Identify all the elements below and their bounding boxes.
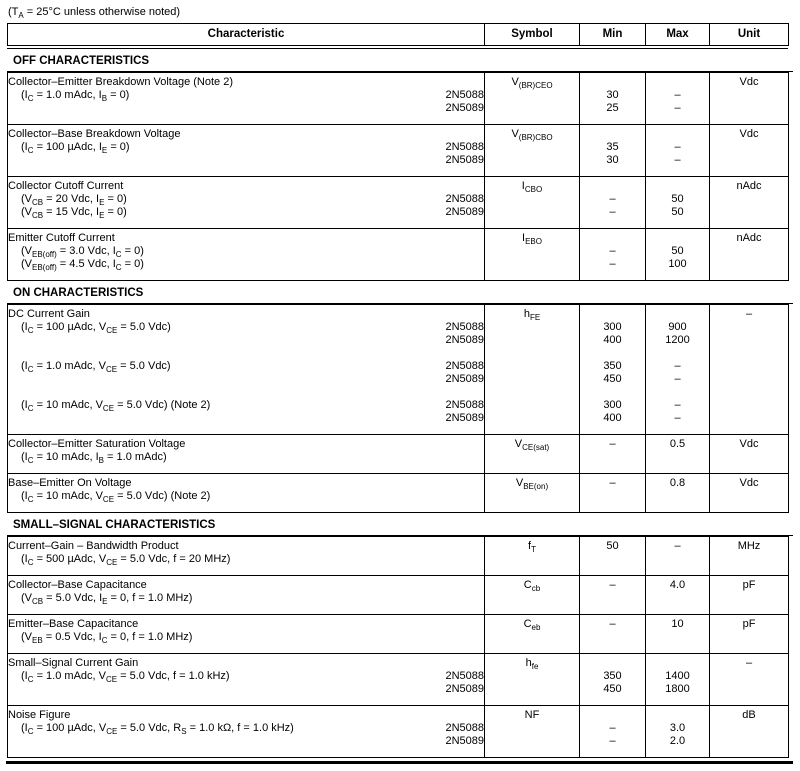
column-header-max: Max [646,24,710,46]
condition-line [8,592,484,605]
unit-cell [710,229,789,281]
max-value [646,709,709,722]
device-label: 2N5088 [445,360,484,372]
max-cell [646,305,710,435]
section-heading: ON CHARACTERISTICS [7,281,793,304]
spec-table-section [7,304,789,513]
max-value: 50 [671,193,684,205]
min-value: 300 [603,399,622,411]
spec-sections [0,49,800,758]
condition-text [8,347,24,360]
unit-cell [710,576,789,615]
unit-text: Vdc [739,477,759,489]
condition-line [8,206,484,219]
condition-text [8,102,24,115]
device-label: 2N5088 [445,670,484,682]
condition-text: ($I_C = 10$ mAdc, $V_{CE} = 5.0$ Vdc) (Note 2) [21,399,211,413]
condition-line [8,399,484,412]
min-value: – [609,258,616,270]
condition-line [8,102,484,115]
symbol-text: $V_{CE(sat)}$ [514,438,550,452]
symbol-cell [485,229,580,281]
max-value: 100 [668,258,687,270]
max-value [646,490,709,503]
section-heading: OFF CHARACTERISTICS [7,49,793,72]
characteristic-cell [8,177,485,229]
spec-row [8,576,789,615]
condition-line [8,451,484,464]
section-heading: SMALL–SIGNAL CHARACTERISTICS [7,513,793,536]
spec-row [8,125,789,177]
max-cell [646,706,710,758]
spec-table-section [7,536,789,758]
characteristic-name: Collector Cutoff Current [8,180,124,192]
max-value: 4.0 [669,579,686,591]
min-value: – [609,735,616,747]
characteristic-cell [8,654,485,706]
max-value: 0.8 [669,477,686,489]
max-value [646,347,709,360]
symbol-text: $I_{CBO}$ [521,180,543,194]
characteristic-cell [8,73,485,125]
min-cell [580,615,646,654]
condition-line [8,553,484,566]
condition-line [8,735,484,748]
characteristic-cell [8,576,485,615]
min-value: – [609,722,616,734]
condition-text [8,735,24,748]
condition-text: ($I_C = 100$ µAdc, $V_{CE} = 5.0$ Vdc, $R_S = 1.0$ kΩ, f = 1.0 kHz) [21,722,294,736]
symbol-cell [485,474,580,513]
min-cell [580,229,646,281]
unit-cell [710,474,789,513]
symbol-text: $h_{fe}$ [525,657,539,671]
condition-line [8,670,484,683]
condition-text: ($I_C = 10$ mAdc, $I_B = 1.0$ mAdc) [21,451,167,465]
max-value [646,631,709,644]
max-value [646,180,709,193]
min-cell [580,537,646,576]
spec-row [8,615,789,654]
header-row [8,24,789,46]
max-value [646,386,709,399]
symbol-text: $f_T$ [528,540,536,554]
characteristic-name: Noise Figure [8,709,71,721]
unit-text: Vdc [739,76,759,88]
condition-line [8,334,484,347]
min-value: 450 [603,683,622,695]
condition-text [8,683,24,696]
min-value [580,232,645,245]
device-label: 2N5088 [445,141,484,153]
max-value: 900 [668,321,687,333]
characteristic-cell [8,615,485,654]
max-cell [646,125,710,177]
condition-line [8,386,484,399]
max-value: 1800 [665,683,690,695]
characteristic-name: Emitter Cutoff Current [8,232,115,244]
max-cell [646,229,710,281]
condition-text: ($V_{EB(off)} = 3.0$ Vdc, $I_C = 0$) [21,245,144,259]
device-label: 2N5089 [445,102,484,114]
device-label: 2N5089 [445,735,484,747]
symbol-cell [485,706,580,758]
max-value [646,76,709,89]
min-value: 30 [606,154,619,166]
condition-text [8,334,24,347]
min-value [580,709,645,722]
condition-text: ($I_C = 1.0$ mAdc, $I_B = 0$) [21,89,130,103]
symbol-cell [485,435,580,474]
min-value [580,308,645,321]
min-value [580,451,645,464]
max-cell [646,177,710,229]
spec-row [8,474,789,513]
symbol-text: $V_{(BR)CEO}$ [511,76,553,90]
max-value: 0.5 [669,438,686,450]
characteristic-cell [8,305,485,435]
symbol-cell [485,615,580,654]
max-value: – [674,141,681,153]
min-value [580,631,645,644]
unit-text: Vdc [739,438,759,450]
condition-text: ($I_C = 100$ µAdc, $I_E = 0$) [21,141,130,155]
characteristic-name: Small–Signal Current Gain [8,657,139,669]
condition-line [8,321,484,334]
spec-row [8,229,789,281]
condition-line [8,245,484,258]
symbol-text: NF [524,709,540,721]
characteristic-cell [8,537,485,576]
unit-cell [710,654,789,706]
condition-text: ($I_C = 100$ µAdc, $V_{CE} = 5.0$ Vdc) [21,321,171,335]
max-cell [646,435,710,474]
max-cell [646,474,710,513]
unit-cell [710,615,789,654]
symbol-text: $C_{eb}$ [523,618,541,632]
min-value [580,76,645,89]
condition-line [8,89,484,102]
min-cell [580,706,646,758]
max-value: 1400 [665,670,690,682]
max-value [646,128,709,141]
device-label: 2N5089 [445,412,484,424]
characteristic-name: Base–Emitter On Voltage [8,477,132,489]
device-label: 2N5088 [445,89,484,101]
condition-line [8,631,484,644]
max-value [646,232,709,245]
max-value: – [674,89,681,101]
characteristic-name: Collector–Emitter Saturation Voltage [8,438,186,450]
max-value: – [674,360,681,372]
max-cell [646,73,710,125]
device-label: 2N5089 [445,154,484,166]
spec-row [8,706,789,758]
condition-line [8,154,484,167]
unit-cell [710,435,789,474]
max-value: 2.0 [669,735,686,747]
characteristic-cell [8,125,485,177]
max-cell [646,654,710,706]
condition-text: ($V_{EB} = 0.5$ Vdc, $I_C = 0$, f = 1.0 MHz) [21,631,193,645]
min-value: – [609,193,616,205]
min-value: – [609,477,616,489]
max-value: 3.0 [669,722,686,734]
min-cell [580,435,646,474]
min-cell [580,474,646,513]
max-value [646,592,709,605]
condition-text: ($I_C = 500$ µAdc, $V_{CE} = 5.0$ Vdc, f = 20 MHz) [21,553,231,567]
min-value: 400 [603,334,622,346]
unit-text: nAdc [736,180,762,192]
max-value [646,308,709,321]
bottom-rule [6,761,793,764]
unit-text: nAdc [736,232,762,244]
condition-line [8,193,484,206]
min-value: 400 [603,412,622,424]
unit-text: – [745,657,753,669]
characteristic-name: Collector–Emitter Breakdown Voltage (Note 2) [8,76,233,88]
min-cell [580,177,646,229]
condition-text: ($I_C = 10$ mAdc, $V_{CE} = 5.0$ Vdc) (Note 2) [21,490,211,504]
min-value: 450 [603,373,622,385]
max-value [646,553,709,566]
characteristic-name: DC Current Gain [8,308,90,320]
unit-text: MHz [737,540,761,552]
max-value: – [674,540,681,552]
min-value [580,490,645,503]
unit-cell [710,305,789,435]
symbol-cell [485,73,580,125]
max-value: 1200 [665,334,690,346]
min-value [580,592,645,605]
condition-line [8,347,484,360]
condition-text [8,154,24,167]
unit-text: pF [742,579,756,591]
min-value: – [609,245,616,257]
max-value [646,451,709,464]
unit-text: pF [742,618,756,630]
spec-row [8,177,789,229]
device-label: 2N5089 [445,334,484,346]
max-value [646,657,709,670]
condition-text [8,373,24,386]
spec-row [8,435,789,474]
unit-text: dB [742,709,756,721]
unit-text: – [745,308,753,320]
characteristic-name: Emitter–Base Capacitance [8,618,139,630]
device-label: 2N5089 [445,206,484,218]
device-label: 2N5088 [445,193,484,205]
min-value [580,386,645,399]
condition-text [8,412,24,425]
characteristic-name: Current–Gain – Bandwidth Product [8,540,179,552]
column-header-characteristic: Characteristic [8,24,485,46]
spec-row [8,654,789,706]
device-label: 2N5088 [445,321,484,333]
min-value: – [609,438,616,450]
condition-text [8,386,24,399]
min-value: 350 [603,670,622,682]
min-value [580,180,645,193]
min-cell [580,73,646,125]
max-value: – [674,412,681,424]
device-label: 2N5089 [445,683,484,695]
min-value [580,128,645,141]
symbol-cell [485,654,580,706]
min-cell [580,654,646,706]
symbol-cell [485,576,580,615]
temperature-note: ($T_A = 25^\circ C$ unless otherwise noted) [8,6,181,20]
unit-cell [710,706,789,758]
column-header-unit: Unit [710,24,789,46]
symbol-text: $V_{(BR)CBO}$ [511,128,553,142]
condition-line [8,373,484,386]
min-value [580,657,645,670]
condition-line [8,490,484,503]
symbol-cell [485,537,580,576]
spec-table-section [7,72,789,281]
max-value: – [674,373,681,385]
unit-text: Vdc [739,128,759,140]
max-value: 10 [671,618,684,630]
spec-table-header [7,23,789,46]
symbol-text: $I_{EBO}$ [522,232,542,246]
max-cell [646,615,710,654]
min-value: 300 [603,321,622,333]
characteristic-name: Collector–Base Breakdown Voltage [8,128,181,140]
device-label: 2N5089 [445,373,484,385]
min-value: – [609,206,616,218]
device-label: 2N5088 [445,722,484,734]
max-value: – [674,102,681,114]
symbol-text: $h_{FE}$ [523,308,541,322]
min-value: 350 [603,360,622,372]
max-cell [646,537,710,576]
min-value: – [609,618,616,630]
unit-cell [710,177,789,229]
min-cell [580,576,646,615]
condition-line [8,683,484,696]
min-value: – [609,579,616,591]
condition-text: ($V_{CB} = 15$ Vdc, $I_E = 0$) [21,206,127,220]
symbol-cell [485,305,580,435]
condition-line [8,141,484,154]
characteristic-cell [8,706,485,758]
characteristic-cell [8,229,485,281]
condition-text: ($V_{EB(off)} = 4.5$ Vdc, $I_C = 0$) [21,258,144,272]
min-cell [580,305,646,435]
max-value: – [674,399,681,411]
column-header-symbol: Symbol [485,24,580,46]
condition-text: ($I_C = 1.0$ mAdc, $V_{CE} = 5.0$ Vdc) [21,360,171,374]
characteristic-cell [8,474,485,513]
max-cell [646,576,710,615]
unit-cell [710,73,789,125]
min-value: 35 [606,141,619,153]
spec-row [8,73,789,125]
device-label: 2N5088 [445,399,484,411]
condition-text: ($I_C = 1.0$ mAdc, $V_{CE} = 5.0$ Vdc, f = 1.0 kHz) [21,670,230,684]
min-value: 25 [606,102,619,114]
characteristic-name: Collector–Base Capacitance [8,579,147,591]
min-value [580,347,645,360]
condition-line [8,412,484,425]
characteristic-cell [8,435,485,474]
symbol-cell [485,177,580,229]
min-cell [580,125,646,177]
condition-line [8,258,484,271]
condition-line [8,722,484,735]
unit-cell [710,537,789,576]
max-value: 50 [671,206,684,218]
max-value: – [674,154,681,166]
min-value [580,553,645,566]
column-header-min: Min [580,24,646,46]
condition-line [8,360,484,373]
symbol-text: $V_{BE(on)}$ [515,477,549,491]
spec-row [8,305,789,435]
unit-cell [710,125,789,177]
condition-text: ($V_{CB} = 20$ Vdc, $I_E = 0$) [21,193,127,207]
min-value: 30 [606,89,619,101]
max-value: 50 [671,245,684,257]
min-value: 50 [606,540,619,552]
symbol-cell [485,125,580,177]
spec-row [8,537,789,576]
symbol-text: $C_{cb}$ [523,579,541,593]
condition-text: ($V_{CB} = 5.0$ Vdc, $I_E = 0$, f = 1.0 MHz) [21,592,193,606]
